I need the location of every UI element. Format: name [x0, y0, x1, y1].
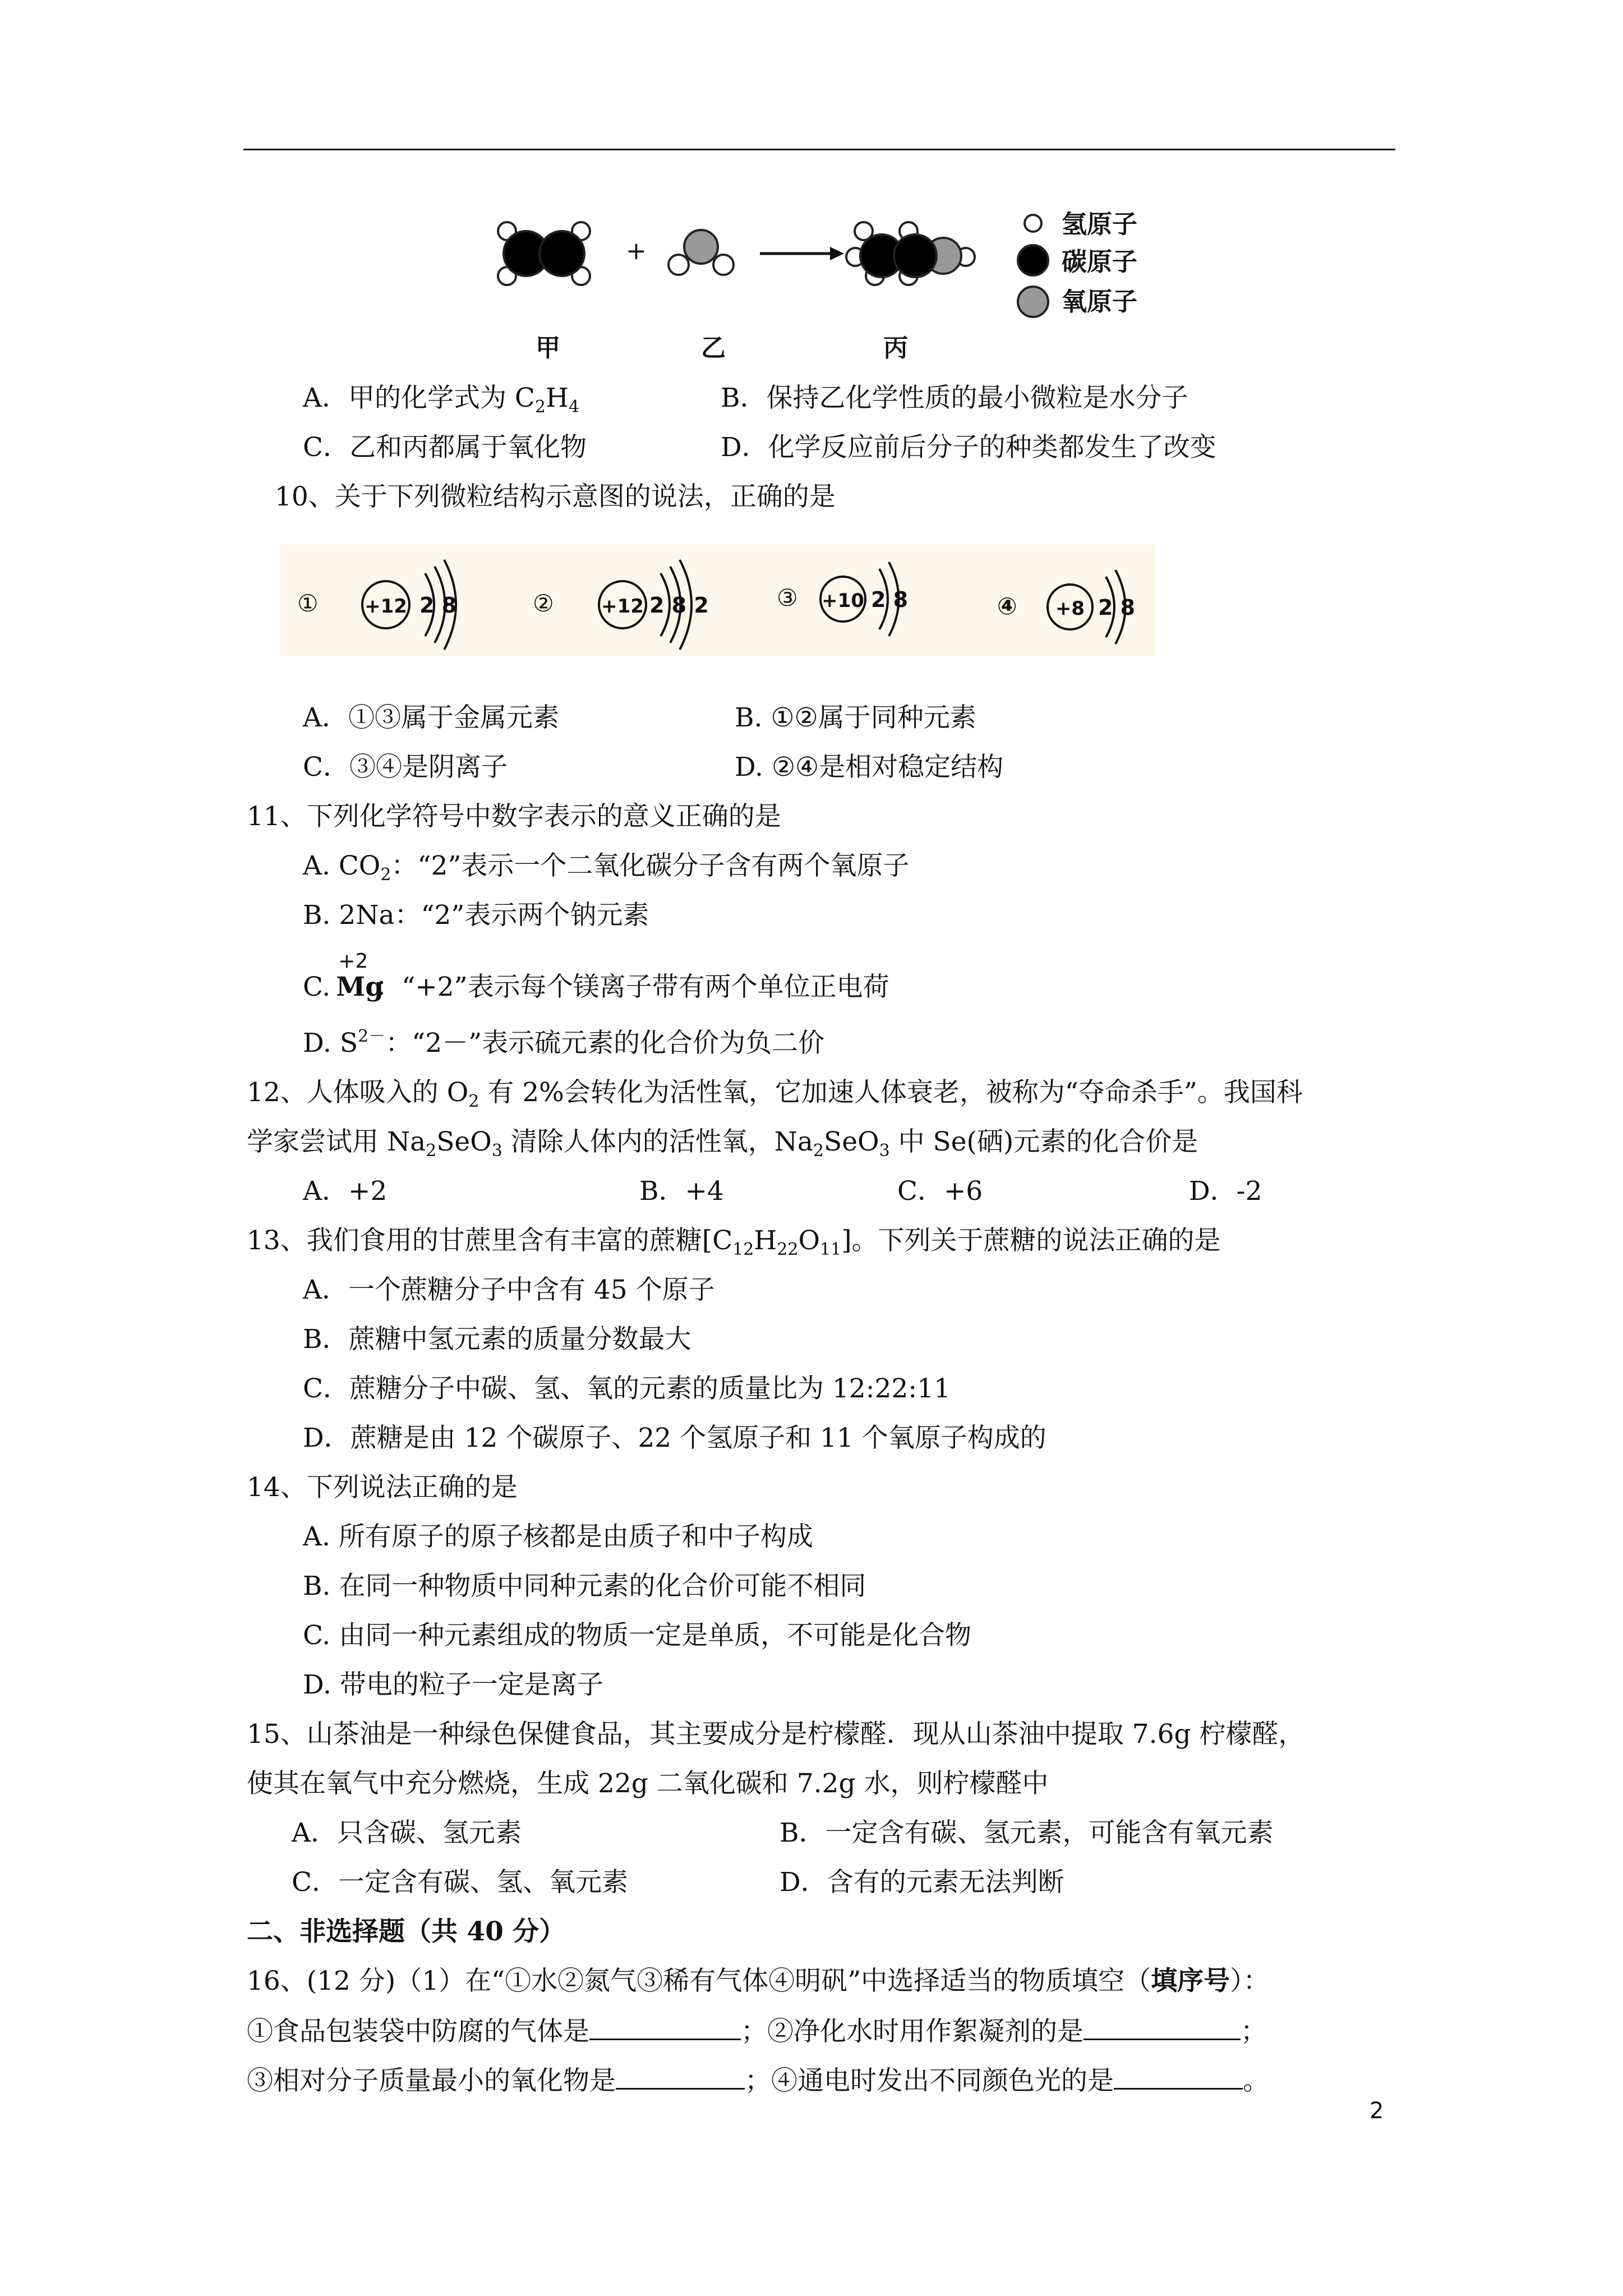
q10-option-a: A．①③属于金属元素 [303, 702, 559, 733]
atom-4-label: ④ [997, 592, 1017, 620]
q12-option-b: B．+4 [639, 1176, 724, 1207]
atom-2-shells: 2 8 2 [649, 593, 709, 618]
q12-line1: 12、人体吸入的 $O_2$ 有 2%会转化为活性氧，它加速人体衰老，被称为“夺命杀手”。我国科 [247, 1077, 1303, 1111]
q13-stem: 13、我们食用的甘蔗里含有丰富的蔗糖$[C_{12}H_{22}O_{11}]$。下列关于蔗糖的说法正确的是 [247, 1225, 1221, 1259]
atom-1-shells: 2 8 [419, 593, 457, 618]
q16-line1: 16、(12 分)（1）在“①水②氮气③稀有气体④明矾”中选择适当的物质填空（填序号）： [247, 1966, 1270, 1996]
q11-stem: 11、下列化学符号中数字表示的意义正确的是 [247, 801, 781, 832]
q9-option-c: C．乙和丙都属于氧化物 [303, 432, 587, 463]
label-jia: 甲 [536, 334, 560, 362]
q12-option-d: D．-2 [1189, 1176, 1262, 1207]
molecule-yi [668, 230, 734, 275]
q9-option-d: D．化学反应前后分子的种类都发生了改变 [721, 432, 1216, 463]
q12-option-a: A．+2 [303, 1176, 388, 1207]
label-yi: 乙 [701, 334, 726, 362]
q14-stem: 14、下列说法正确的是 [247, 1472, 518, 1503]
answer-blank-3[interactable] [616, 2063, 745, 2090]
q12-line2: 学家尝试用 $Na_2SeO_3$ 清除人体内的活性氧，$Na_2SeO_3$ 中 Se(硒)元素的化合价是 [247, 1126, 1198, 1161]
q15-option-a: A．只含碳、氢元素 [292, 1818, 522, 1848]
q11-option-d: D. $S^{2-}$：“2－”表示硫元素的化合价为负二价 [303, 1027, 825, 1059]
molecule-bing [846, 222, 975, 285]
atom-4-shells: 2 8 [1098, 595, 1136, 620]
reaction-diagram [0, 0, 1623, 381]
q16-line2: ①食品包装袋中防腐的气体是 ；②净化水时用作絮凝剂的是 ； [247, 2014, 1267, 2049]
q13-option-b: B．蔗糖中氢元素的质量分数最大 [303, 1324, 691, 1355]
q15-option-c: C．一定含有碳、氢、氧元素 [292, 1867, 628, 1898]
q12-option-c: C．+6 [897, 1176, 983, 1207]
atom-3-shells: 2 8 [871, 587, 909, 612]
atom-3-nucleus: +10 [822, 590, 864, 612]
molecule-jia [498, 222, 590, 285]
section-heading-nonchoice: 二、非选择题（共 40 分） [247, 1916, 566, 1947]
q9-option-b: B．保持乙化学性质的最小微粒是水分子 [721, 383, 1188, 413]
q10-stem: 10、关于下列微粒结构示意图的说法，正确的是 [275, 481, 836, 512]
q13-option-c: C．蔗糖分子中碳、氢、氧的元素的质量比为 12:22:11 [303, 1373, 951, 1404]
atom-4-nucleus: +8 [1055, 597, 1085, 620]
q9-option-a: A．甲的化学式为 $C_2H_4$ [303, 383, 580, 417]
atom-2-label: ② [533, 590, 554, 617]
page-number: 2 [1370, 2098, 1384, 2124]
answer-blank-1[interactable] [589, 2014, 741, 2040]
atom-structure-diagrams [0, 527, 1623, 673]
reaction-arrow [760, 247, 844, 260]
legend-carbon: 碳原子 [1062, 247, 1138, 277]
mg-valence-symbol: +2 Mg [336, 950, 384, 1002]
plus-sign: + [626, 237, 647, 265]
legend [1018, 215, 1048, 317]
label-bing: 丙 [883, 334, 908, 362]
q15-option-d: D．含有的元素无法判断 [780, 1867, 1064, 1898]
atom-1-label: ① [297, 590, 319, 617]
q13-option-a: A．一个蔗糖分子中含有 45 个原子 [303, 1274, 715, 1305]
answer-blank-4[interactable] [1114, 2063, 1243, 2090]
atom-3-label: ③ [777, 584, 798, 611]
atom-1-nucleus: +12 [365, 595, 407, 618]
q11-option-c: C. +2 Mg：“+2”表示每个镁离子带有两个单位正电荷 [303, 970, 889, 1004]
legend-oxygen: 氧原子 [1062, 287, 1138, 316]
q11-option-a: A. $CO_2$：“2”表示一个二氧化碳分子含有两个氧原子 [303, 850, 910, 885]
q11-option-b: B. 2Na：“2”表示两个钠元素 [303, 900, 649, 931]
q14-option-c: C. 由同一种元素组成的物质一定是单质，不可能是化合物 [303, 1620, 972, 1651]
q15-option-b: B．一定含有碳、氢元素，可能含有氧元素 [780, 1818, 1274, 1848]
q10-option-c: C．③④是阴离子 [303, 752, 508, 783]
answer-blank-2[interactable] [1083, 2014, 1241, 2040]
q14-option-b: B. 在同一种物质中同种元素的化合价可能不相同 [303, 1571, 866, 1602]
q16-line3: ③相对分子质量最小的氧化物是 ；④通电时发出不同颜色光的是 。 [247, 2063, 1269, 2098]
q15-line2: 使其在氧气中充分燃烧，生成 22g 二氧化碳和 7.2g 水，则柠檬醛中 [247, 1768, 1049, 1799]
q13-option-d: D．蔗糖是由 12 个碳原子、22 个氢原子和 11 个氧原子构成的 [303, 1423, 1046, 1453]
atom-2-nucleus: +12 [601, 595, 644, 618]
q15-line1: 15、山茶油是一种绿色保健食品，其主要成分是柠檬醛．现从山茶油中提取 7.6g 柠檬醛， [247, 1719, 1305, 1750]
q10-option-b: B. ①②属于同种元素 [735, 702, 976, 733]
q14-option-a: A. 所有原子的原子核都是由质子和中子构成 [303, 1521, 813, 1552]
q14-option-d: D. 带电的粒子一定是离子 [303, 1669, 603, 1700]
q10-option-d: D. ②④是相对稳定结构 [735, 752, 1004, 783]
legend-hydrogen: 氢原子 [1062, 209, 1138, 239]
